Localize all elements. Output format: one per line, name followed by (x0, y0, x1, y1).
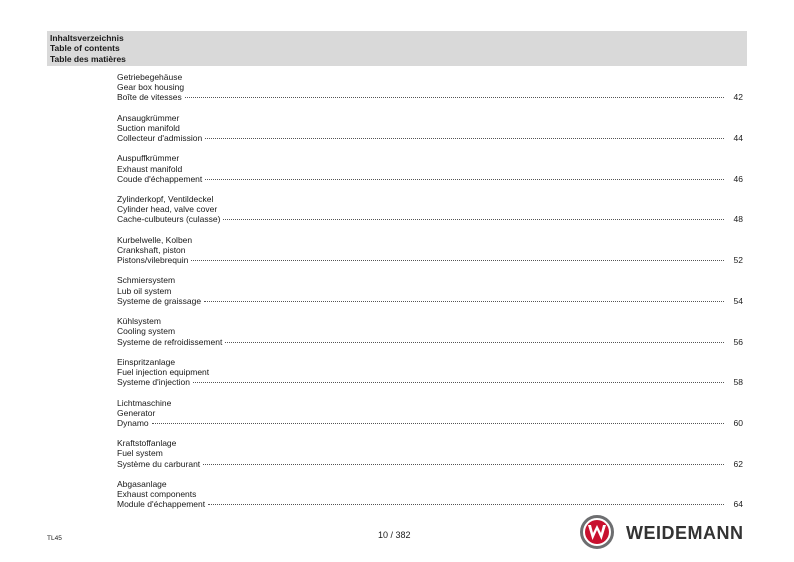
entry-page-number[interactable]: 54 (733, 295, 743, 306)
weidemann-emblem-icon (580, 515, 616, 549)
entry-label-de: Einspritzanlage (117, 356, 176, 367)
dot-leader (208, 504, 724, 505)
toc-entry[interactable] (117, 72, 743, 113)
dot-leader (205, 179, 724, 180)
entry-label-en: Generator (117, 407, 156, 418)
entry-label-fr: Coude d'échappement (117, 173, 203, 184)
entry-label-de: Auspuffkrümmer (117, 153, 180, 164)
entry-label-fr: Systeme de refroidissement (117, 336, 223, 347)
dot-leader (223, 219, 724, 220)
page-indicator: 10 / 382 (378, 530, 411, 540)
entry-label-en: Lub oil system (117, 285, 172, 296)
entry-page-number[interactable]: 58 (733, 377, 743, 388)
toc-entry[interactable] (117, 275, 743, 316)
toc-entry[interactable] (117, 479, 743, 520)
entry-label-de: Abgasanlage (117, 478, 167, 489)
toc-header (47, 31, 747, 66)
entry-label-de: Kurbelwelle, Kolben (117, 234, 193, 245)
entry-label-de: Kühlsystem (117, 316, 161, 327)
entry-label-en: Gear box housing (117, 82, 185, 93)
entry-page-number[interactable]: 46 (733, 173, 743, 184)
entry-label-de: Kraftstoffanlage (117, 438, 177, 449)
dot-leader (185, 97, 724, 98)
entry-page-number[interactable]: 48 (733, 214, 743, 225)
entry-label-en: Fuel injection equipment (117, 367, 210, 378)
entry-label-de: Ansaugkrümmer (117, 112, 180, 123)
entry-label-en: Exhaust manifold (117, 163, 183, 174)
entry-label-en: Fuel system (117, 448, 163, 459)
toc-entry[interactable] (117, 113, 743, 154)
entry-label-fr: Systeme d'injection (117, 377, 190, 388)
entry-label-fr: Système du carburant (117, 458, 201, 469)
entry-page-number[interactable]: 60 (733, 417, 743, 428)
entry-label-en: Exhaust components (117, 489, 197, 500)
entry-label-fr: Module d'échappement (117, 499, 206, 510)
weidemann-logo (580, 515, 750, 549)
entry-label-en: Suction manifold (117, 122, 180, 133)
dot-leader (205, 138, 724, 139)
toc-entry[interactable] (117, 438, 743, 479)
entry-label-de: Getriebegehäuse (117, 72, 183, 82)
entry-label-fr: Cache-culbuteurs (culasse) (117, 214, 221, 225)
entry-page-number[interactable]: 62 (733, 458, 743, 469)
header-title-fr: Table des matières (50, 53, 126, 64)
toc-entry[interactable] (117, 235, 743, 276)
dot-leader (191, 260, 724, 261)
entry-label-fr: Pistons/vilebrequin (117, 255, 189, 266)
entry-label-en: Cooling system (117, 326, 176, 337)
dot-leader (204, 301, 724, 302)
toc-list (117, 72, 743, 520)
entry-page-number[interactable]: 64 (733, 499, 743, 510)
dot-leader (193, 382, 724, 383)
entry-page-number[interactable]: 44 (733, 133, 743, 144)
entry-page-number[interactable]: 52 (733, 255, 743, 266)
brand-wordmark: WEIDEMANN (626, 523, 744, 543)
entry-label-fr: Collecteur d'admission (117, 133, 203, 144)
toc-entry[interactable] (117, 194, 743, 235)
entry-page-number[interactable]: 42 (733, 92, 743, 103)
entry-page-number[interactable]: 56 (733, 336, 743, 347)
entry-label-en: Cylinder head, valve cover (117, 204, 218, 215)
entry-label-de: Zylinderkopf, Ventildeckel (117, 194, 214, 205)
toc-entry[interactable] (117, 153, 743, 194)
entry-label-fr: Dynamo (117, 417, 149, 428)
entry-label-fr: Boîte de vitesses (117, 92, 182, 103)
entry-label-de: Schmiersystem (117, 275, 176, 286)
dot-leader (203, 464, 724, 465)
toc-entry[interactable] (117, 316, 743, 357)
doc-code: TL45 (47, 535, 62, 542)
toc-entry[interactable] (117, 357, 743, 398)
entry-label-fr: Systeme de graissage (117, 295, 202, 306)
header-title-en: Table of contents (50, 43, 120, 54)
toc-entry[interactable] (117, 398, 743, 439)
header-title-de: Inhaltsverzeichnis (50, 33, 124, 43)
dot-leader (152, 423, 724, 424)
dot-leader (225, 342, 724, 343)
entry-label-en: Crankshaft, piston (117, 244, 186, 255)
entry-label-de: Lichtmaschine (117, 397, 172, 408)
